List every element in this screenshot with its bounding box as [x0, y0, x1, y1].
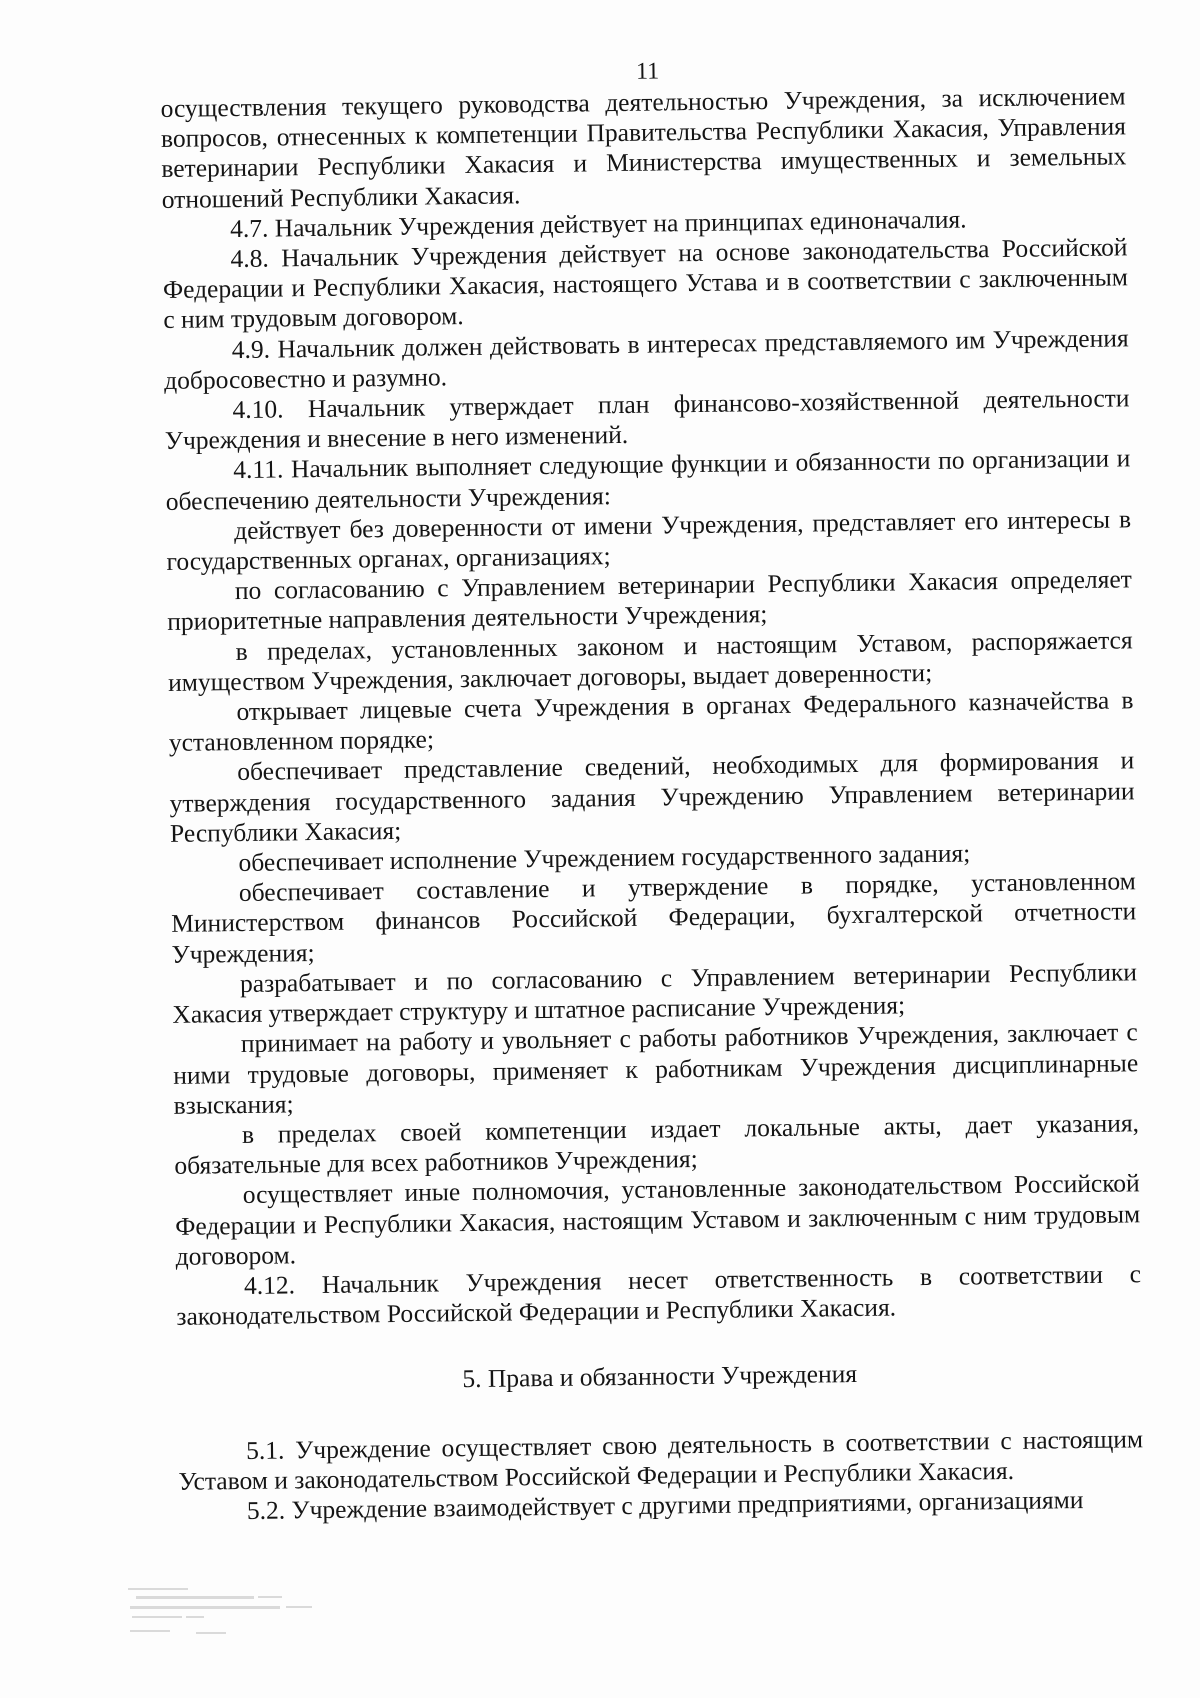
paragraph: 5.2. Учреждение взаимодействует с другими предприятиями, организациями — [246, 1484, 1084, 1525]
section-4-text — [160, 81, 1141, 1332]
document-body — [160, 51, 1144, 1527]
paragraph: действует без доверенности от имени Учреждения, представляет его интересы в государственных органах, организациях; — [166, 504, 1132, 577]
paragraph: 4.10. Начальник утверждает план финансово-хозяйственной деятельности Учреждения и внесение в него изменений. — [164, 383, 1130, 456]
paragraph: по согласованию с Управлением ветеринарии Республики Хакасия определяет приоритетные направления деятельности Учреждения; — [167, 564, 1133, 637]
paragraph: 4.11. Начальник выполняет следующие функции и обязанности по организации и обеспечению деятельности Учреждения: — [165, 443, 1131, 516]
page-number: 11 — [635, 58, 660, 85]
paragraph: 4.12. Начальник Учреждения несет ответственность в соответствии с законодательством Российской Федерации и Республики Хакасия. — [176, 1259, 1142, 1332]
paragraph: осуществляет иные полномочия, установленные законодательством Российской Федерации и Республики Хакасия, настоящим Уставом и заключенным с ним трудовым договором. — [175, 1168, 1141, 1271]
paragraph: осуществления текущего руководства деятельностью Учреждения, за исключением вопросов, отнесенных к компетенции Правительства Республики Хакасия, Управления ветеринарии Республики Хакасия и Министерства имущественных и земельных отношений Республики Хакасия. — [160, 81, 1127, 214]
paragraph: в пределах своей компетенции издает локальные акты, дает указания, обязательные для всех работников Учреждения; — [174, 1108, 1140, 1181]
paragraph: принимает на работу и увольняет с работы работников Учреждения, заключает с ними трудовые договоры, применяет к работникам Учреждения дисциплинарные взыскания; — [173, 1017, 1139, 1120]
faded-stamp-mark — [126, 1582, 326, 1646]
paragraph: обеспечивает представление сведений, необходимых для формирования и утверждения государственного задания Учреждению Управлением ветеринарии Республики Хакасия; — [169, 745, 1135, 848]
paragraph: обеспечивает составление и утверждение в порядке, установленном Министерством финансов Российской Федерации, бухгалтерской отчетности Учреждения; — [171, 866, 1137, 969]
paragraph: 4.8. Начальник Учреждения действует на основе законодательства Российской Федерации и Республики Хакасия, настоящего Устава и в соответствии с заключенным с ним трудовым договором. — [162, 232, 1129, 335]
paragraph: 5.1. Учреждение осуществляет свою деятельность в соответствии с настоящим Уставом и законодательством Российской Федерации и Республики Хакасия. — [178, 1423, 1144, 1496]
section-5-heading: 5. Права и обязанности Учреждения — [462, 1359, 858, 1394]
section-5-text — [178, 1424, 1144, 1527]
paragraph: 4.7. Начальник Учреждения действует на принципах единоначалия. — [229, 204, 967, 243]
paragraph: в пределах, установленных законом и настоящим Уставом, распоряжается имуществом Учреждения, заключает договоры, выдает доверенности; — [167, 624, 1133, 697]
paragraph: открывает лицевые счета Учреждения в органах Федерального казначейства в установленном порядке; — [168, 685, 1134, 758]
paragraph: 4.9. Начальник должен действовать в интересах представляемого им Учреждения добросовестно и разумно. — [163, 322, 1129, 395]
paragraph: обеспечивает исполнение Учреждением государственного задания; — [238, 838, 971, 878]
paragraph: разрабатывает и по согласованию с Управлением ветеринарии Республики Хакасия утверждает структуру и штатное расписание Учреждения; — [172, 957, 1138, 1030]
